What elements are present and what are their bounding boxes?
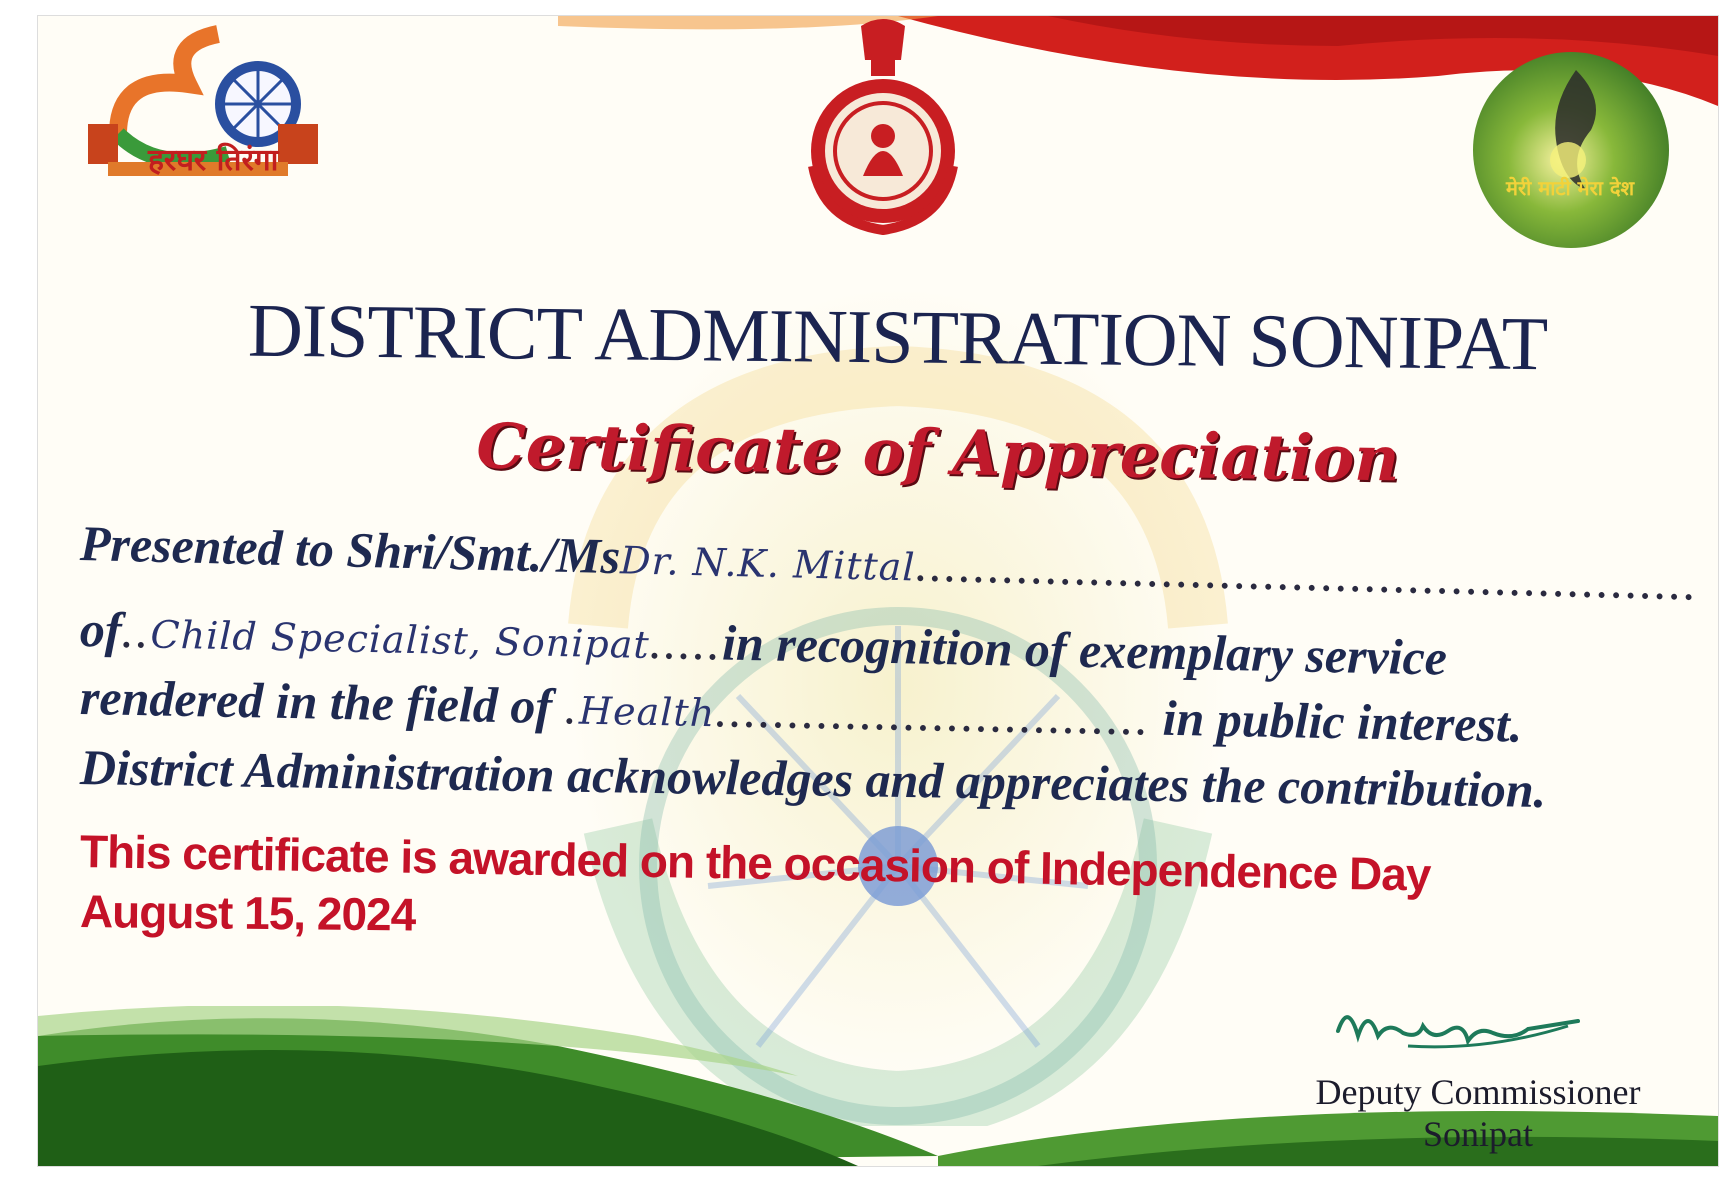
organisation-line: of..Child Specialist, Sonipat.....in recognition of exemplary service <box>79 601 1448 686</box>
signature <box>1328 991 1588 1061</box>
field-line: rendered in the field of .Health.............................. in public interest. <box>79 669 1523 753</box>
occasion-line: This certificate is awarded on the occasion of Independence Day <box>79 825 1431 901</box>
organisation-value: Child Specialist, Sonipat <box>150 612 651 667</box>
meri-maati-mera-desh-logo <box>1466 50 1676 250</box>
public-interest-text: in public interest. <box>1162 689 1523 753</box>
har-ghar-tiranga-logo <box>78 24 328 224</box>
of-label: of <box>79 601 123 658</box>
certificate <box>38 16 1718 1166</box>
award-date: August 15, 2024 <box>79 885 416 941</box>
signatory-title: Deputy Commissioner <box>1315 1072 1641 1112</box>
signatory-place: Sonipat <box>1422 1114 1533 1154</box>
field-label: rendered in the field of <box>79 669 553 735</box>
signatory-block <box>1268 1001 1688 1154</box>
recipient-name: Dr. N.K. Mittal <box>619 538 917 590</box>
haryana-emblem <box>803 16 963 241</box>
logo-left-text: हरघर तिरंगा <box>148 143 279 178</box>
recognition-text: in recognition of exemplary service <box>721 614 1448 686</box>
presented-to-label: Presented to Shri/Smt./Ms <box>79 515 621 585</box>
page-title: DISTRICT ADMINISTRATION SONIPAT <box>247 288 1548 387</box>
signature-text <box>1268 1001 1269 1002</box>
field-value: Health <box>578 688 716 736</box>
acknowledgement-line: District Administration acknowledges and appreciates the contribution. <box>79 739 1547 819</box>
certificate-type: Certificate of Appreciation <box>476 409 1400 496</box>
emblem-text <box>828 249 938 250</box>
logo-right-text: मेरी माटी मेरा देश <box>1506 176 1635 200</box>
presented-to-line: Presented to Shri/Smt./MsDr. N.K. Mittal...................................................... <box>79 515 1700 611</box>
